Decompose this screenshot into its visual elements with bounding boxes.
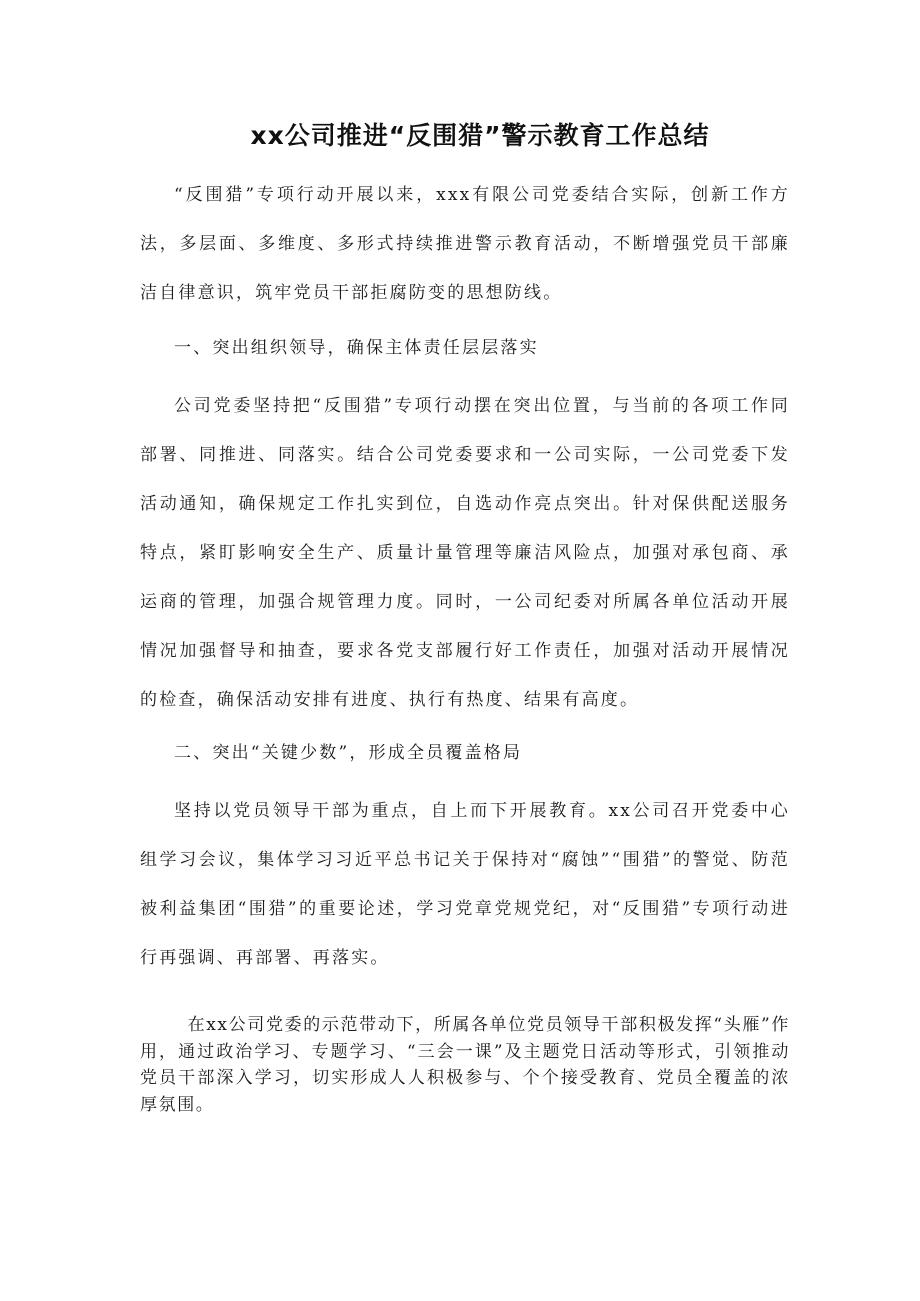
document-title: xx公司推进“反围猎”警示教育工作总结 [250,121,710,150]
intro-paragraph: “反围猎”专项行动开展以来，xxx有限公司党委结合实际，创新工作方法，多层面、多维度、多形式持续推进警示教育活动，不断增强党员干部廉洁自律意识，筑牢党员干部拒腐防变的思想防线。 [140,185,790,303]
section-one-heading: 一、突出组织领导，确保主体责任层层落实 [174,338,539,358]
section-two-heading: 二、突出“关键少数”，形成全员覆盖格局 [174,743,523,763]
section-one-paragraph: 公司党委坚持把“反围猎”专项行动摆在突出位置，与当前的各项工作同部署、同推进、同落实。结合公司党委要求和一公司实际，一公司党委下发活动通知，确保规定工作扎实到位，自选动作亮点突出。针对保供配送服务特点，紧盯影响安全生产、质量计量管理等廉洁风险点，加强对承包商、承运商的管理，加强合规管理力度。同时，一公司纪委对所属各单位活动开展情况加强督导和抽查，要求各党支部履行好工作责任，加强对活动开展情况的检查，确保活动安排有进度、执行有热度、结果有高度。 [140,396,790,710]
section-two-paragraph: 坚持以党员领导干部为重点，自上而下开展教育。xx公司召开党委中心组学习会议，集体学习习近平总书记关于保持对“腐蚀”“围猎”的警觉、防范被利益集团“围猎”的重要论述，学习党章党规党纪，对“反围猎”专项行动进行再强调、再部署、再落实。 [140,801,790,968]
section-two-paragraph-2: 在xx公司党委的示范带动下，所属各单位党员领导干部积极发挥“头雁”作用，通过政治学习、专题学习、“三会一课”及主题党日活动等形式，引领推动党员干部深入学习，切实形成人人积极参与、个个接受教育、党员全覆盖的浓厚氛围。 [140,1015,790,1115]
